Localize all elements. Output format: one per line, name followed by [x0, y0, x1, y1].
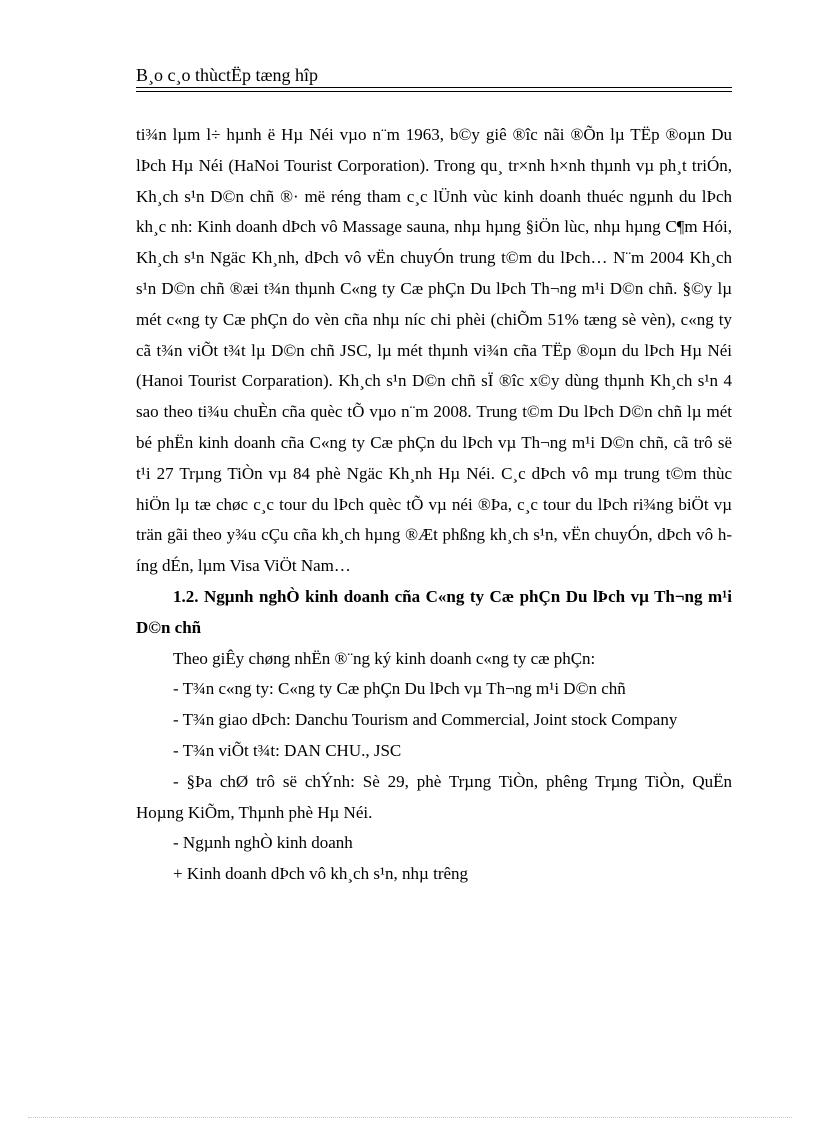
list-item: + Kinh doanh dÞch vô kh¸ch s¹n, nhµ trêng: [173, 864, 469, 884]
page-header: B¸o c¸o thùctËp tæng hîp: [136, 65, 318, 85]
section-heading: 1.2. Ngµnh nghÒ kinh doanh cña C«ng ty Cæ phÇn Du lÞch vµ Th¬ng m¹i D©n chñ: [136, 586, 732, 637]
list-item: - T¾n giao dÞch: Danchu Tourism and Commercial, Joint stock Company: [173, 710, 678, 730]
page-bottom-border: [28, 1117, 792, 1118]
document-body: [136, 120, 732, 890]
header-rule-top: [136, 87, 732, 88]
list-item: - T¾n viÕt t¾t: DAN CHU., JSC: [173, 740, 402, 760]
list-item: - T¾n c«ng ty: C«ng ty Cæ phÇn Du lÞch vµ Th¬ng m¹i D©n chñ: [173, 679, 626, 699]
list-item: - §Þa chØ trô së chÝnh: Sè 29, phè Trµng TiÒn, phêng Trµng TiÒn, QuËn Hoµng KiÕm, Thµnh phè Hµ Néi.: [136, 771, 732, 822]
list-item: Theo giÊy chøng nhËn ®¨ng ký kinh doanh c«ng ty cæ phÇn:: [173, 648, 596, 668]
list-item: - Ngµnh nghÒ kinh doanh: [173, 833, 353, 853]
body-paragraph: ti¾n lµm l÷ hµnh ë Hµ Néi vµo n¨m 1963, b©y giê ®îc nãi ®Õn lµ TËp ®oµn Du lÞch Hµ Néi (HaNoi Tourist Corporation). Trong qu¸ tr×nh h×nh thµnh vµ ph¸t triÓn, Kh¸ch s¹n D©n chñ ®· më réng tham c¸c lÜnh vùc kinh doanh thuéc ngµnh du lÞch kh¸c nh: Kinh doanh dÞch vô Massage sauna, nhµ hµng §iÖn lùc, nhµ hµng C¶m Hói, Kh¸ch s¹n Ngäc Kh¸nh, dÞch vô vËn chuyÓn trung t©m du lÞch… N¨m 2004 Kh¸ch s¹n D©n chñ ®æi t¾n thµnh C«ng ty Cæ phÇn Du lÞch Th¬ng m¹i D©n chñ. §©y lµ mét c«ng ty Cæ phÇn do vèn cña nhµ níc chi phèi (chiÕm 51% tæng sè vèn), c«ng ty cã t¾n viÕt t¾t lµ D©n chñ JSC, lµ mét thµnh vi¾n cña TËp ®oµn du lÞch Hµ Néi (Hanoi Tourist Corparation). Kh¸ch s¹n D©n chñ sÏ ®îc x©y dùng thµnh Kh¸ch s¹n 4 sao theo ti¾u chuÈn cña quèc tÕ vµo n¨m 2008. Trung t©m Du lÞch D©n chñ lµ mét bé phËn kinh doanh cña C«ng ty Cæ phÇn du lÞch vµ Th¬ng m¹i D©n chñ, cã trô së t¹i 27 Trµng TiÒn vµ 84 phè Ngäc Kh¸nh Hµ Néi. C¸c dÞch vô mµ trung t©m thùc hiÖn lµ tæ chøc c¸c tour du lÞch quèc tÕ vµ néi ®Þa, c¸c tour du lÞch ri¾ng biÖt vµ trän gãi theo y¾u cÇu cña kh¸ch hµng ®Æt phßng kh¸ch s¹n, vËn chuyÓn, dÞch vô híng dÉn, lµm Visa ViÖt Nam…: [136, 125, 732, 576]
header-rule-bottom: [136, 91, 732, 92]
